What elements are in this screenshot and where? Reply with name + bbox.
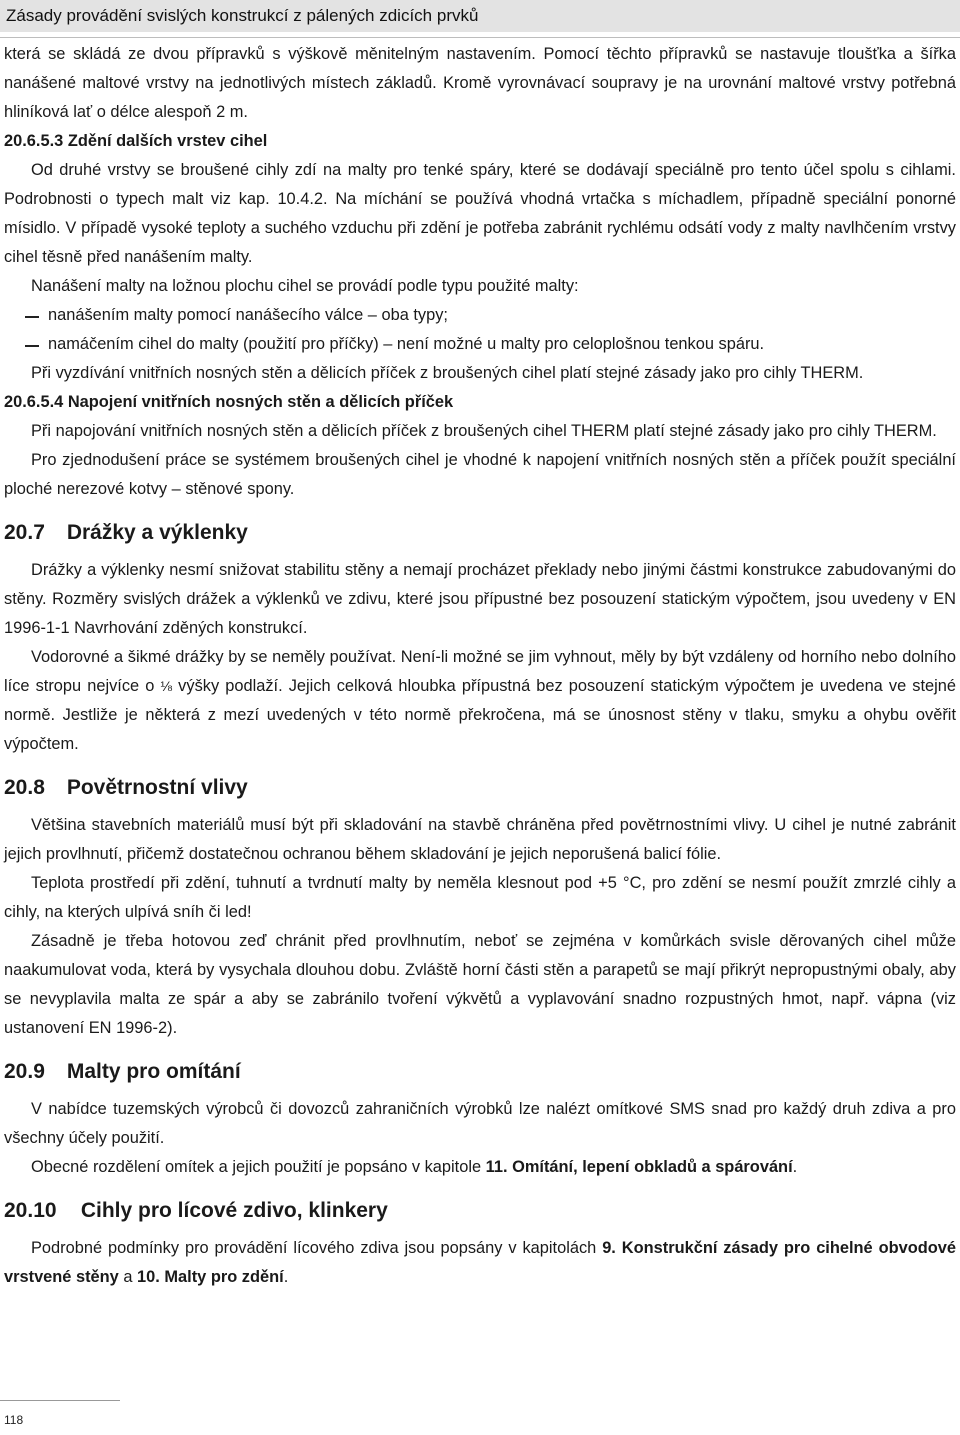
paragraph — [4, 643, 956, 759]
section-heading-20-9 — [4, 1057, 956, 1087]
subsection-heading-20-6-5-3 — [4, 127, 956, 156]
chapter-reference: 9. Konstrukční zásady pro cihelné obvodové vrstvené stěny — [4, 1239, 956, 1286]
paragraph: Od druhé vrstvy se broušené cihly zdí na malty pro tenké spáry, které se dodávají speciálně pro tento účel spolu s cihlami. Podrobnosti o typech malt viz kap. 10.4.2. Na míchání se používá vhodná vrtačka s míchadlem, případně speciální ponorné mísidlo. V případě vysoké teploty a suchého vzduchu při zdění je potřeba zabránit rychlému odsátí vody z malty navlhčením vrstvy cihel těsně před nanášením malty. — [4, 161, 956, 266]
paragraph: V nabídce tuzemských výrobců či dovozců zahraničních výrobků lze nalézt omítkové SMS snad pro každý druh zdiva a pro všechny účely použití. — [4, 1100, 956, 1147]
section-number: 20.10 — [4, 1199, 57, 1222]
text-run: . — [792, 1158, 798, 1176]
paragraph: Většina stavebních materiálů musí být při skladování na stavbě chráněna před povětrnostními vlivy. U cihel je nutné zabránit jejich provlhnutí, přičemž dostatečnou ochranou během skladování je jejich neporušená balicí fólie. — [4, 816, 956, 863]
header-divider — [0, 37, 960, 38]
text-run: Obecné rozdělení omítek a jejich použití je popsáno v kapitole — [31, 1158, 486, 1176]
section-number: 20.7 — [4, 521, 45, 544]
running-header — [0, 0, 960, 32]
subsection-title: Napojení vnitřních nosných stěn a dělicích příček — [67, 393, 454, 411]
text-run: Podrobné podmínky pro provádění lícového zdiva jsou popsány v kapitolách — [31, 1239, 603, 1257]
page-number: 118 — [4, 1413, 24, 1427]
section-number: 20.9 — [4, 1060, 45, 1083]
section-heading-20-8 — [4, 773, 956, 803]
text-run: a — [118, 1268, 138, 1286]
paragraph: Při vyzdívání vnitřních nosných stěn a dělicích příček z broušených cihel platí stejné zásady jako pro cihly THERM. — [31, 364, 864, 382]
paragraph: Teplota prostředí při zdění, tuhnutí a tvrdnutí malty by neměla klesnout pod +5 °C, pro zdění se nesmí použít zmrzlé cihly a cihly, na kterých ulpívá sníh či led! — [4, 874, 956, 921]
section-title: Malty pro omítání — [66, 1060, 241, 1083]
fraction-text: ⅛ — [160, 678, 173, 694]
page-content — [4, 40, 956, 1292]
section-heading-20-10 — [4, 1196, 956, 1226]
section-title: Drážky a výklenky — [66, 521, 248, 544]
intro-paragraph: která se skládá ze dvou přípravků s výškově měnitelným nastavením. Pomocí těchto přípravků se nastavuje tloušťka a šířka nanášené maltové vrstvy na jednotlivých místech základů. Kromě vyrovnávací soupravy je na urovnání maltové vrstvy potřebná hliníková lať o délce alespoň 2 m. — [4, 45, 956, 121]
paragraph: Nanášení malty na ložnou plochu cihel se provádí podle typu použité malty: — [31, 277, 579, 295]
chapter-reference: 11. Omítání, lepení obkladů a spárování — [485, 1158, 793, 1176]
chapter-reference: 10. Malty pro zdění — [137, 1268, 284, 1286]
paragraph: Drážky a výklenky nesmí snižovat stabilitu stěny a nemají procházet překlady nebo jinými částmi konstrukce zabudovanými do stěny. Rozměry svislých drážek a výklenků ve zdivu, které jsou přípustné bez posouzení statickým výpočtem, jsou uvedeny v EN 1996-1-1 Navrhování zděných konstrukcí. — [4, 561, 956, 637]
subsection-title: Zdění dalších vrstev cihel — [67, 132, 268, 150]
text-run: výšky podlaží. Jejich celková hloubka přípustná bez posouzení statickým výpočtem je uvedena ve stejné normě. Jestliže je některá z mezí uvedených v této normě překročena, má se únosnost stěny v tlaku, smyku a ohybu ověřit výpočtem. — [4, 677, 956, 753]
running-header-title: Zásady provádění svislých konstrukcí z pálených zdicích prvků — [6, 6, 479, 25]
section-number: 20.8 — [4, 776, 45, 799]
text-run: Vodorovné a šikmé drážky by se neměly používat. Není-li možné se jim vyhnout, měly by být vzdáleny od horního nebo dolního líce stropu nejvíce o — [4, 648, 956, 695]
section-heading-20-7 — [4, 518, 956, 548]
dash-list-item: nanášením malty pomocí nanášecího válce – oba typy; — [4, 301, 956, 330]
subsection-number: 20.6.5.4 — [4, 393, 64, 411]
footer-divider — [0, 1400, 120, 1401]
section-title: Cihly pro lícové zdivo, klinkery — [80, 1199, 388, 1222]
section-title: Povětrnostní vlivy — [66, 776, 248, 799]
dash-list-item: namáčením cihel do malty (použití pro příčky) – není možné u malty pro celoplošnou tenkou spáru. — [4, 330, 956, 359]
paragraph — [4, 1234, 956, 1292]
paragraph: Pro zjednodušení práce se systémem broušených cihel je vhodné k napojení vnitřních nosných stěn a příček použít speciální ploché nerezové kotvy – stěnové spony. — [4, 451, 956, 498]
subsection-heading-20-6-5-4 — [4, 388, 956, 417]
paragraph: Zásadně je třeba hotovou zeď chránit před provlhnutím, neboť se zejména v komůrkách svisle děrovaných cihel může naakumulovat voda, která by vysychala dlouhou dobu. Zvláště horní části stěn a parapetů se mají přikrýt nepropustnými obaly, aby se nevyplavila malta ze spár a aby se zabránilo tvoření výkvětů a vyplavování snadno rozpustných hmot, např. vápna (viz ustanovení EN 1996-2). — [4, 932, 956, 1037]
text-run: . — [283, 1268, 289, 1286]
paragraph — [4, 1153, 956, 1182]
paragraph: Při napojování vnitřních nosných stěn a dělicích příček z broušených cihel THERM platí stejné zásady jako pro cihly THERM. — [31, 422, 937, 440]
subsection-number: 20.6.5.3 — [4, 132, 64, 150]
